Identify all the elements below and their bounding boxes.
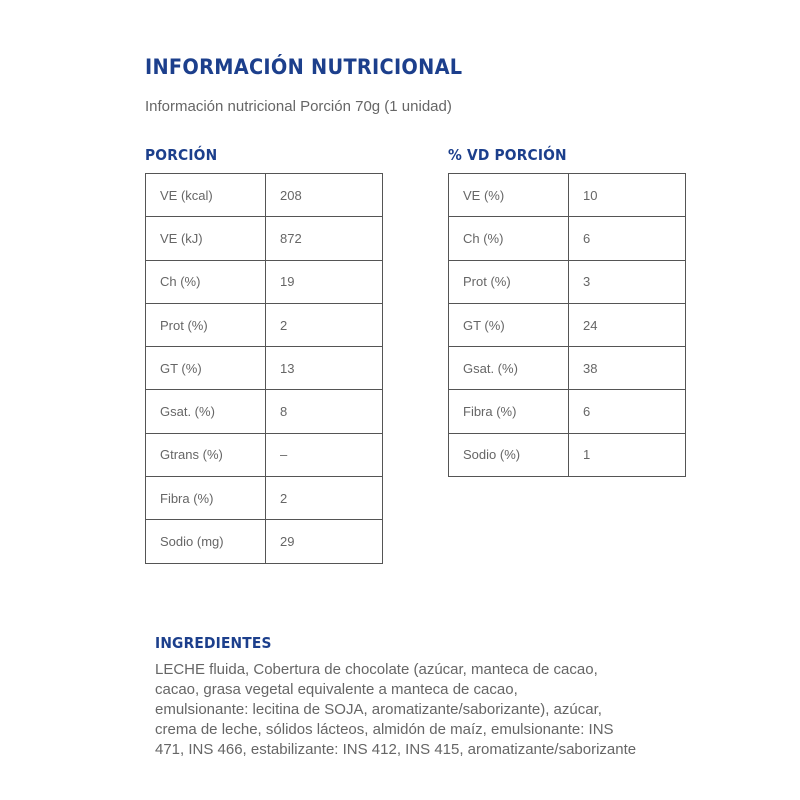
nutrient-label: Fibra (%): [146, 477, 266, 520]
table-row: [449, 303, 686, 346]
nutrient-value: 1: [569, 433, 686, 476]
nutrient-value: 6: [569, 390, 686, 433]
table-row: [449, 174, 686, 217]
nutrient-label: Gtrans (%): [146, 433, 266, 476]
vd-table: [448, 173, 686, 477]
table-row: [146, 217, 383, 260]
table-row: [146, 390, 383, 433]
nutrient-label: VE (kcal): [146, 174, 266, 217]
ingredients-line: cacao, grasa vegetal equivalente a manteca de cacao,: [155, 681, 518, 698]
ingredients-line: emulsionante: lecitina de SOJA, aromatizante/saborizante), azúcar,: [155, 701, 602, 718]
nutrient-label: VE (kJ): [146, 217, 266, 260]
nutrient-label: Gsat. (%): [146, 390, 266, 433]
nutrient-value: 2: [266, 477, 383, 520]
nutrient-label: GT (%): [449, 303, 569, 346]
page-title: INFORMACIÓN NUTRICIONAL: [145, 55, 463, 79]
table-row: [449, 347, 686, 390]
portion-subtitle: Información nutricional Porción 70g (1 unidad): [145, 98, 452, 115]
nutrient-label: Sodio (%): [449, 433, 569, 476]
ingredients-line: LECHE fluida, Cobertura de chocolate (azúcar, manteca de cacao,: [155, 661, 598, 678]
table-row: [146, 174, 383, 217]
table-row: [146, 433, 383, 476]
table-row: [146, 520, 383, 563]
nutrient-value: 208: [266, 174, 383, 217]
nutrient-label: Sodio (mg): [146, 520, 266, 563]
table-row: [146, 477, 383, 520]
nutrient-label: Fibra (%): [449, 390, 569, 433]
nutrient-value: 872: [266, 217, 383, 260]
nutrient-value: 2: [266, 303, 383, 346]
nutrient-value: 10: [569, 174, 686, 217]
nutrient-value: 13: [266, 347, 383, 390]
table-row: [449, 260, 686, 303]
nutrient-label: GT (%): [146, 347, 266, 390]
nutrient-value: –: [266, 433, 383, 476]
table-row: [146, 303, 383, 346]
nutrient-value: 3: [569, 260, 686, 303]
table-row: [146, 347, 383, 390]
nutrient-value: 6: [569, 217, 686, 260]
nutrient-label: Prot (%): [449, 260, 569, 303]
nutrient-label: Prot (%): [146, 303, 266, 346]
ingredients-heading: INGREDIENTES: [155, 634, 272, 652]
nutrient-label: Ch (%): [449, 217, 569, 260]
nutrient-value: 24: [569, 303, 686, 346]
nutrient-label: Gsat. (%): [449, 347, 569, 390]
nutrient-label: VE (%): [449, 174, 569, 217]
table-row: [449, 217, 686, 260]
vd-heading: % VD PORCIÓN: [448, 146, 567, 164]
table-row: [449, 390, 686, 433]
portion-heading: PORCIÓN: [145, 146, 218, 164]
nutrient-value: 38: [569, 347, 686, 390]
table-row: [449, 433, 686, 476]
ingredients-text: [155, 660, 715, 760]
ingredients-line: crema de leche, sólidos lácteos, almidón de maíz, emulsionante: INS: [155, 721, 614, 738]
nutrient-value: 29: [266, 520, 383, 563]
portion-table: [145, 173, 383, 564]
nutrient-label: Ch (%): [146, 260, 266, 303]
ingredients-line: 471, INS 466, estabilizante: INS 412, INS 415, aromatizante/saborizante: [155, 741, 637, 758]
nutrient-value: 8: [266, 390, 383, 433]
table-row: [146, 260, 383, 303]
nutrient-value: 19: [266, 260, 383, 303]
